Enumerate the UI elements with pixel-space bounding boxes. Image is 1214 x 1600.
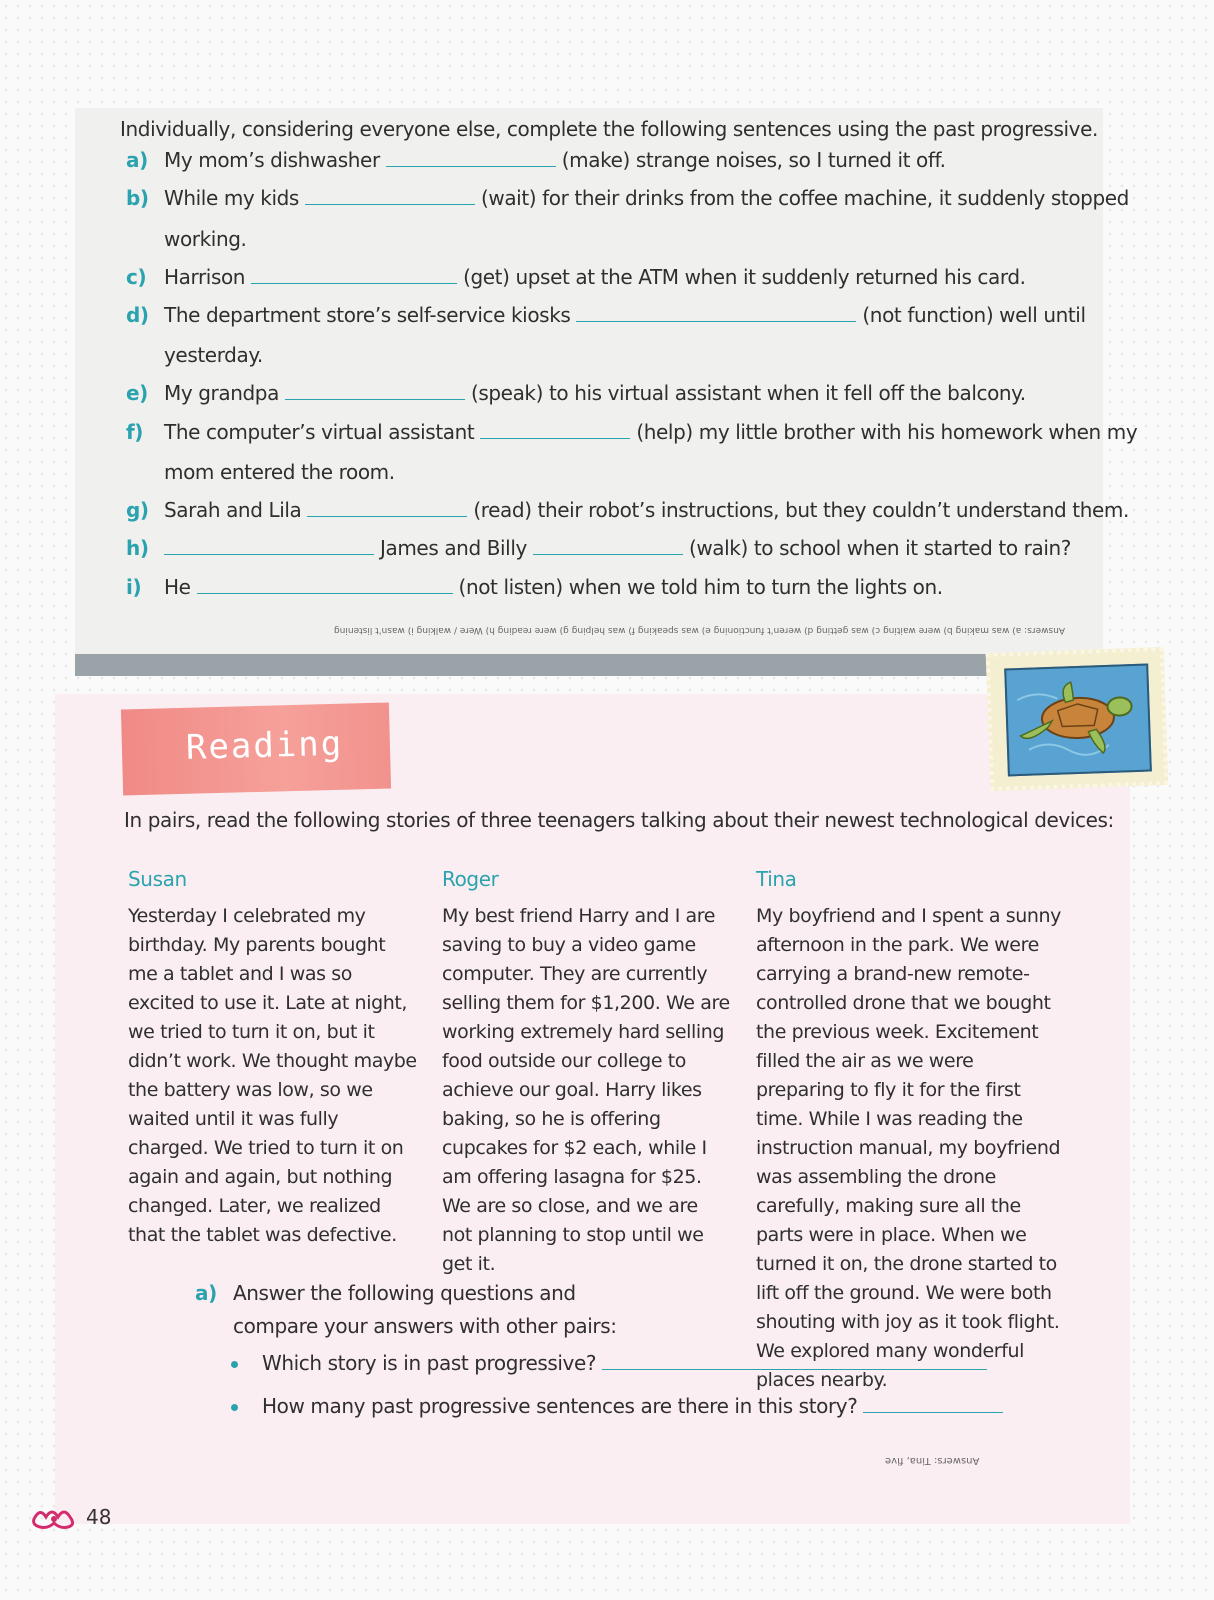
answer-blank[interactable] [533, 532, 683, 555]
story-author: Susan [128, 867, 187, 891]
story-column-roger [442, 865, 732, 1279]
reading-tag-label: Reading [185, 723, 344, 768]
item-continuation: yesterday. [164, 343, 263, 367]
item-text-post: (speak) to his virtual assistant when it fell off the balcony. [470, 381, 1026, 405]
story-author: Roger [442, 867, 499, 891]
story-column-susan [128, 865, 418, 1250]
item-text-mid: James and Billy [380, 536, 527, 560]
answer-blank[interactable] [197, 571, 453, 594]
exercise-item [126, 257, 1026, 297]
answer-blank[interactable] [480, 416, 630, 439]
question-item [231, 1347, 993, 1375]
item-text-pre: He [164, 575, 191, 599]
item-letter: f) [126, 420, 144, 444]
exercise-item [126, 567, 943, 607]
bullet-icon [231, 1404, 238, 1411]
sea-turtle-stamp [986, 647, 1169, 791]
answer-blank[interactable] [164, 532, 374, 555]
question-text: How many past progressive sentences are there in this story? [262, 1394, 858, 1418]
reading-section-tag [121, 703, 391, 796]
item-letter: i) [126, 575, 142, 599]
item-text-pre: Harrison [164, 265, 246, 289]
story-text: My best friend Harry and I are saving to buy a video game computer. They are currently selling them for $1,200. We are working extremely hard selling food outside our college to achieve our goal. Harry likes baking, so he is offering cupcakes for $2 each, while I am offering lasagna for $25. We are so close, and we are not planning to stop until we get it. [442, 905, 730, 1275]
story-text: Yesterday I celebrated my birthday. My parents bought me a tablet and I was so excited to use it. Late at night, we tried to turn it on, but it didn’t work. We thought maybe the battery was low, so we waited until it was fully charged. We tried to turn it on again and again, but nothing changed. Later, we realized that the tablet was defective. [128, 905, 417, 1246]
turtle-icon [1006, 666, 1150, 775]
item-text-post: (not listen) when we told him to turn the lights on. [458, 575, 943, 599]
item-letter: h) [126, 536, 149, 560]
item-text-post: (wait) for their drinks from the coffee machine, it suddenly stopped [480, 186, 1129, 210]
item-letter: g) [126, 498, 149, 522]
item-text-post: (walk) to school when it started to rain? [688, 536, 1071, 560]
exercise-item [126, 528, 1071, 568]
exercise-item [126, 295, 1086, 335]
item-text-pre: My mom’s dishwasher [164, 148, 380, 172]
question-item [231, 1390, 1009, 1418]
reading-instructions: In pairs, read the following stories of three teenagers talking about their newest technological devices: [124, 808, 1114, 832]
task-text: Answer the following questions and compare your answers with other pairs: [233, 1281, 617, 1338]
publisher-logo-icon [30, 1505, 78, 1531]
item-text-post: (read) their robot’s instructions, but they couldn’t understand them. [473, 498, 1129, 522]
item-text-post: (make) strange noises, so I turned it off. [561, 148, 946, 172]
item-text-post: (get) upset at the ATM when it suddenly returned his card. [463, 265, 1026, 289]
story-author: Tina [756, 867, 797, 891]
exercise-item [126, 373, 1026, 413]
item-text-pre: The computer’s virtual assistant [164, 420, 475, 444]
task-a [195, 1277, 633, 1343]
item-letter: e) [126, 381, 148, 405]
item-continuation: working. [164, 227, 247, 251]
bullet-icon [231, 1361, 238, 1368]
story-column-tina [756, 865, 1061, 1395]
answer-blank[interactable] [251, 261, 457, 284]
exercise-item [126, 178, 1129, 218]
item-letter: c) [126, 265, 147, 289]
answer-blank[interactable] [307, 494, 467, 517]
exercise-item [126, 490, 1129, 530]
exercise-item [126, 140, 946, 180]
item-text-post: (not function) well until [862, 303, 1086, 327]
answer-blank[interactable] [576, 299, 856, 322]
item-letter: a) [126, 148, 148, 172]
grammar-instruction: Individually, considering everyone else, complete the following sentences using the past progressive. [120, 117, 1098, 141]
answer-blank[interactable] [863, 1390, 1003, 1413]
upside-down-answers: Answers: a) was making b) were waiting c) was getting d) weren’t functioning e) was speaking f) was helping g) were reading h) Were / walking i) wasn’t listening [333, 625, 1065, 635]
item-text-pre: The department store’s self-service kiosks [164, 303, 571, 327]
exercise-item [126, 412, 1137, 452]
item-text-pre: While my kids [164, 186, 299, 210]
item-letter: b) [126, 186, 149, 210]
item-letter: d) [126, 303, 149, 327]
item-text-pre: My grandpa [164, 381, 279, 405]
turtle-illustration [1004, 663, 1152, 776]
grammar-box-footer-bar [75, 654, 1103, 676]
answer-blank[interactable] [602, 1347, 987, 1370]
page-number: 48 [86, 1505, 112, 1529]
story-text: My boyfriend and I spent a sunny afternoon in the park. We were carrying a brand-new remote-controlled drone that we bought the previous week. Excitement filled the air as we were preparing to fly it for the first time. While I was reading the instruction manual, my boyfriend was assembling the drone carefully, making sure all the parts were in place. When we turned it on, the drone started to lift off the ground. We were both shouting with joy as it took flight. We explored many wonderful places nearby. [756, 905, 1061, 1391]
item-text-pre: Sarah and Lila [164, 498, 302, 522]
question-text: Which story is in past progressive? [262, 1351, 597, 1375]
answer-blank[interactable] [386, 144, 556, 167]
upside-down-answers: Answers: Tina, five [885, 1455, 980, 1466]
answer-blank[interactable] [305, 182, 475, 205]
item-text-post: (help) my little brother with his homework when my [636, 420, 1138, 444]
answer-blank[interactable] [285, 377, 465, 400]
item-continuation: mom entered the room. [164, 460, 395, 484]
task-letter: a) [195, 1281, 217, 1305]
